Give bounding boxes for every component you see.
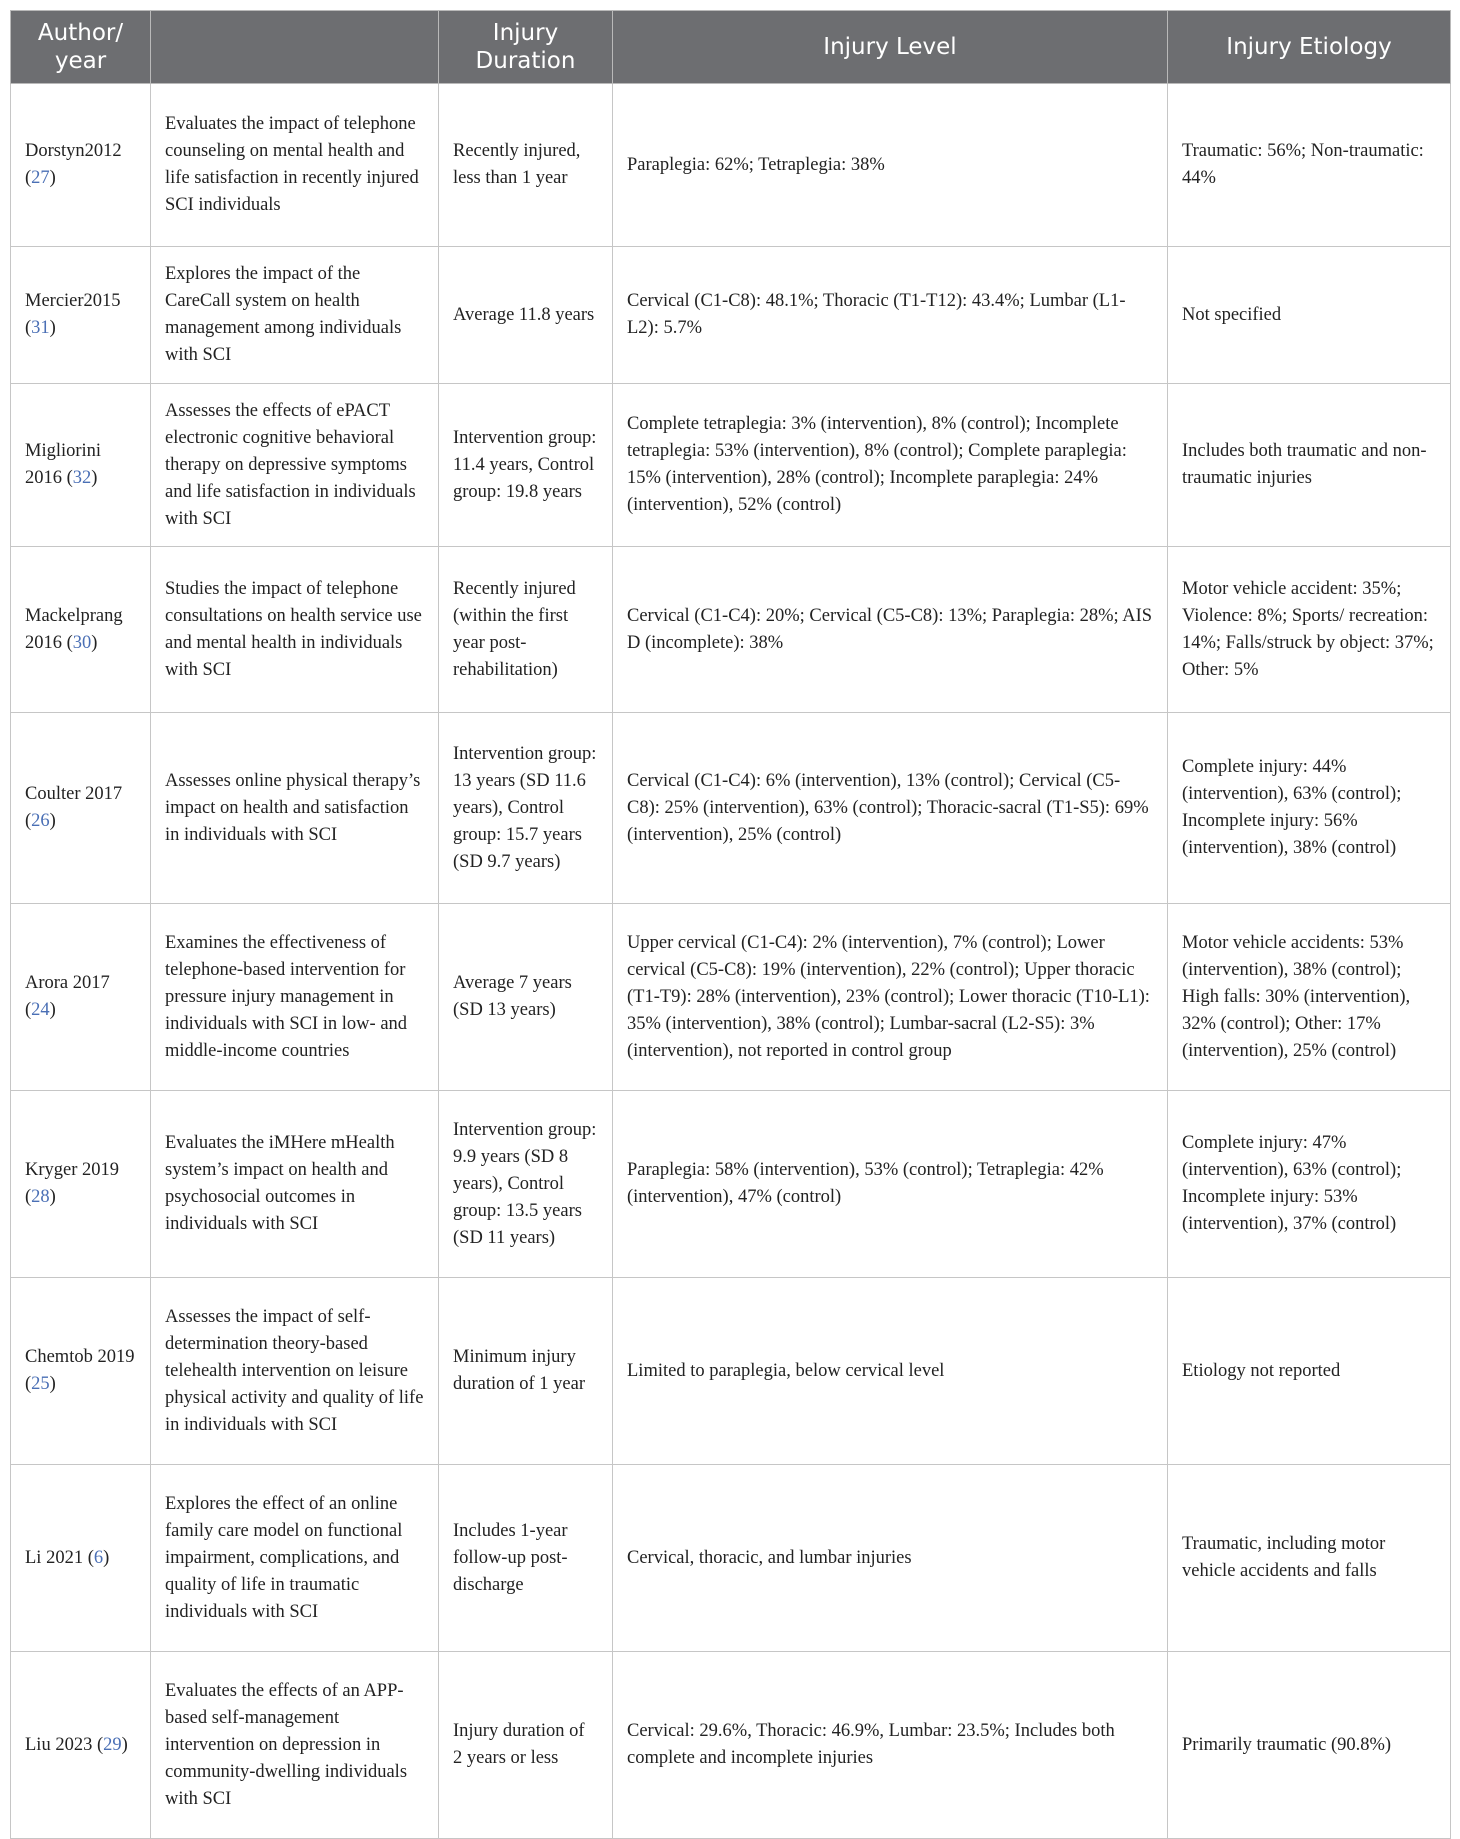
- author-close-paren: ): [49, 318, 56, 338]
- cell-injury-duration: Intervention group: 11.4 years, Control group: 19.8 years: [439, 384, 613, 547]
- cell-injury-duration: Minimum injury duration of 1 year: [439, 1278, 613, 1465]
- author-close-paren: ): [49, 168, 56, 188]
- header-row: [11, 11, 1451, 84]
- cell-injury-level: Cervical (C1-C8): 48.1%; Thoracic (T1-T12): 43.4%; Lumbar (L1-L2): 5.7%: [613, 247, 1168, 384]
- cell-author-year: [11, 904, 151, 1091]
- author-close-paren: ): [91, 468, 98, 488]
- author-text: Kryger 2019 (: [25, 1160, 120, 1207]
- cell-injury-level: Cervical (C1-C4): 20%; Cervical (C5-C8): 13%; Paraplegia: 28%; AIS D (incomplete): 38%: [613, 547, 1168, 713]
- cell-injury-etiology: Primarily traumatic (90.8%): [1168, 1652, 1451, 1839]
- cell-injury-duration: Recently injured (within the first year post-rehabilitation): [439, 547, 613, 713]
- reference-link[interactable]: 6: [93, 1547, 104, 1568]
- author-close-paren: ): [121, 1734, 128, 1755]
- reference-link[interactable]: 25: [31, 1374, 50, 1394]
- author-close-paren: ): [49, 1000, 56, 1020]
- table-row: [11, 384, 1451, 547]
- cell-injury-duration: Average 7 years (SD 13 years): [439, 904, 613, 1091]
- cell-injury-etiology: Traumatic, including motor vehicle accidents and falls: [1168, 1465, 1451, 1652]
- author-text: Li 2021 (: [25, 1547, 94, 1568]
- cell-description: Assesses online physical therapy’s impact on health and satisfaction in individuals with SCI: [151, 713, 439, 904]
- cell-description: Assesses the impact of self-determination theory-based telehealth intervention on leisure physical activity and quality of life in individuals with SCI: [151, 1278, 439, 1465]
- author-text: Liu 2023 (: [25, 1734, 104, 1755]
- header-description: [151, 11, 439, 84]
- author-text: Arora 2017 (: [25, 973, 110, 1020]
- cell-injury-etiology: Etiology not reported: [1168, 1278, 1451, 1465]
- header-injury-duration: Injury Duration: [439, 11, 613, 84]
- cell-description: Studies the impact of telephone consultations on health service use and mental health in individuals with SCI: [151, 547, 439, 713]
- header-author-year: Author/ year: [11, 11, 151, 84]
- cell-injury-duration: Intervention group: 13 years (SD 11.6 years), Control group: 15.7 years (SD 9.7 years): [439, 713, 613, 904]
- cell-injury-duration: Includes 1-year follow-up post-discharge: [439, 1465, 613, 1652]
- reference-link[interactable]: 32: [72, 468, 92, 488]
- author-text: Chemtob 2019 (: [25, 1347, 135, 1394]
- cell-injury-etiology: Complete injury: 47% (intervention), 63% (control); Incomplete injury: 53% (intervention), 37% (control): [1168, 1091, 1451, 1278]
- cell-injury-level: Paraplegia: 62%; Tetraplegia: 38%: [613, 84, 1168, 247]
- cell-author-year: [11, 84, 151, 247]
- cell-author-year: [11, 1652, 151, 1839]
- author-text: Mercier2015 (: [25, 291, 121, 338]
- studies-table: [10, 10, 1451, 1839]
- cell-description: Examines the effectiveness of telephone-based intervention for pressure injury management in individuals with SCI in low- and middle-income countries: [151, 904, 439, 1091]
- cell-injury-duration: Average 11.8 years: [439, 247, 613, 384]
- cell-description: Evaluates the iMHere mHealth system’s impact on health and psychosocial outcomes in individuals with SCI: [151, 1091, 439, 1278]
- cell-description: Explores the effect of an online family care model on functional impairment, complications, and quality of life in traumatic individuals with SCI: [151, 1465, 439, 1652]
- cell-author-year: [11, 384, 151, 547]
- cell-injury-level: Complete tetraplegia: 3% (intervention), 8% (control); Incomplete tetraplegia: 53% (intervention), 8% (control); Complete paraplegia: 15% (intervention), 28% (control); Incomplete paraplegia: 24% (intervention), 52% (control): [613, 384, 1168, 547]
- table-row: [11, 904, 1451, 1091]
- cell-author-year: [11, 1278, 151, 1465]
- cell-injury-duration: Intervention group: 9.9 years (SD 8 years), Control group: 13.5 years (SD 11 years): [439, 1091, 613, 1278]
- cell-author-year: [11, 1465, 151, 1652]
- author-close-paren: ): [49, 811, 56, 831]
- table-row: [11, 1091, 1451, 1278]
- cell-description: Assesses the effects of ePACT electronic cognitive behavioral therapy on depressive symptoms and life satisfaction in individuals with SCI: [151, 384, 439, 547]
- author-text: Mackelprang 2016 (: [25, 605, 123, 653]
- cell-author-year: [11, 547, 151, 713]
- author-close-paren: ): [103, 1547, 110, 1568]
- author-close-paren: ): [49, 1374, 56, 1394]
- cell-injury-etiology: Includes both traumatic and non-traumatic injuries: [1168, 384, 1451, 547]
- reference-link[interactable]: 28: [31, 1187, 50, 1207]
- cell-injury-duration: Recently injured, less than 1 year: [439, 84, 613, 247]
- cell-injury-level: Upper cervical (C1-C4): 2% (intervention), 7% (control); Lower cervical (C5-C8): 19% (intervention), 22% (control); Upper thoracic (T1-T9): 28% (intervention), 23% (control); Lower thoracic (T10-L1): 35% (intervention), 38% (control); Lumbar-sacral (L2-S5): 3% (intervention), not reported in control group: [613, 904, 1168, 1091]
- table-row: [11, 247, 1451, 384]
- author-text: Migliorini 2016 (: [25, 441, 102, 488]
- header-injury-etiology: Injury Etiology: [1168, 11, 1451, 84]
- table-row: [11, 713, 1451, 904]
- cell-injury-etiology: Motor vehicle accidents: 53% (intervention), 38% (control); High falls: 30% (intervention), 32% (control); Other: 17% (intervention), 25% (control): [1168, 904, 1451, 1091]
- cell-description: Evaluates the impact of telephone counseling on mental health and life satisfaction in recently injured SCI individuals: [151, 84, 439, 247]
- cell-injury-level: Cervical: 29.6%, Thoracic: 46.9%, Lumbar: 23.5%; Includes both complete and incomplete injuries: [613, 1652, 1168, 1839]
- table-row: [11, 1652, 1451, 1839]
- author-text: Dorstyn2012 (: [25, 141, 122, 188]
- table-row: [11, 547, 1451, 713]
- reference-link[interactable]: 30: [72, 632, 92, 653]
- cell-injury-level: Cervical (C1-C4): 6% (intervention), 13% (control); Cervical (C5-C8): 25% (intervention), 63% (control); Thoracic-sacral (T1-S5): 69% (intervention), 25% (control): [613, 713, 1168, 904]
- author-close-paren: ): [91, 632, 98, 653]
- cell-author-year: [11, 713, 151, 904]
- cell-description: Explores the impact of the CareCall system on health management among individuals with SCI: [151, 247, 439, 384]
- author-text: Coulter 2017 (: [25, 784, 123, 831]
- reference-link[interactable]: 27: [31, 168, 50, 188]
- table-container: [10, 10, 1450, 1839]
- cell-injury-duration: Injury duration of 2 years or less: [439, 1652, 613, 1839]
- cell-injury-etiology: Traumatic: 56%; Non-traumatic: 44%: [1168, 84, 1451, 247]
- cell-injury-level: Paraplegia: 58% (intervention), 53% (control); Tetraplegia: 42% (intervention), 47% (control): [613, 1091, 1168, 1278]
- header-injury-level: Injury Level: [613, 11, 1168, 84]
- reference-link[interactable]: 24: [31, 1000, 50, 1020]
- cell-injury-etiology: Motor vehicle accident: 35%; Violence: 8%; Sports/ recreation: 14%; Falls/struck by object: 37%; Other: 5%: [1168, 547, 1451, 713]
- cell-author-year: [11, 247, 151, 384]
- table-row: [11, 1465, 1451, 1652]
- author-close-paren: ): [49, 1187, 56, 1207]
- reference-link[interactable]: 26: [31, 811, 50, 831]
- cell-author-year: [11, 1091, 151, 1278]
- reference-link[interactable]: 29: [103, 1734, 122, 1755]
- table-row: [11, 84, 1451, 247]
- table-row: [11, 1278, 1451, 1465]
- cell-description: Evaluates the effects of an APP-based self-management intervention on depression in community-dwelling individuals with SCI: [151, 1652, 439, 1839]
- cell-injury-etiology: Complete injury: 44% (intervention), 63% (control); Incomplete injury: 56% (intervention), 38% (control): [1168, 713, 1451, 904]
- cell-injury-level: Cervical, thoracic, and lumbar injuries: [613, 1465, 1168, 1652]
- cell-injury-etiology: Not specified: [1168, 247, 1451, 384]
- cell-injury-level: Limited to paraplegia, below cervical level: [613, 1278, 1168, 1465]
- reference-link[interactable]: 31: [31, 318, 50, 338]
